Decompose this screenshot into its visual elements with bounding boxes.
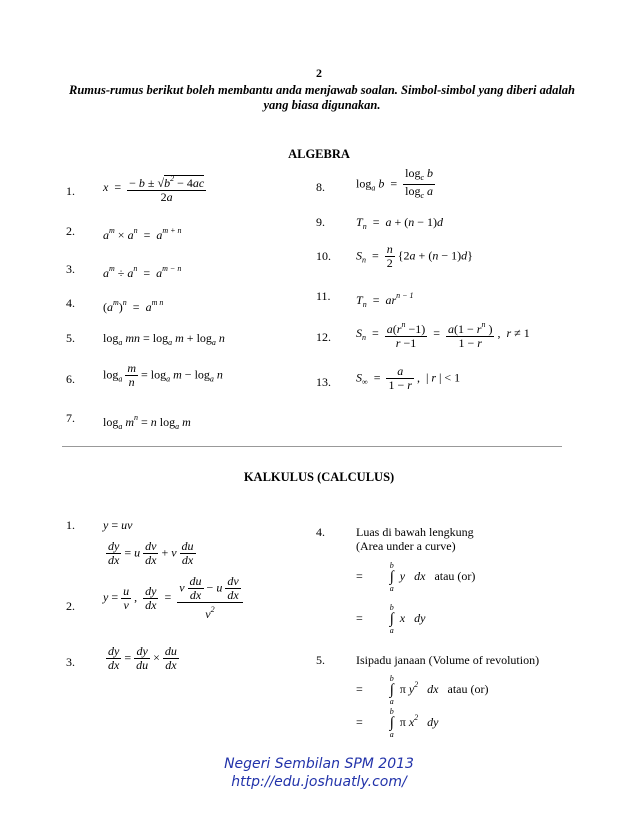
footer-source: Negeri Sembilan SPM 2013: [224, 756, 414, 772]
formula-number: 5.: [316, 653, 325, 667]
atau-text: atau (or): [434, 568, 476, 583]
formula-index-divide: $a^m \div a^n = a^{m - n}$: [103, 264, 182, 280]
formula-ap-sum: $S_n$ = $\frac{n}{2}$ {2a + (n − 1)d}: [356, 242, 473, 270]
intro-text: Rumus-rumus berikut boleh membantu anda menjawab soalan. Simbol-simbol yang diberi adalah yang biasa digunakan.: [69, 83, 575, 112]
formula-log-product: $\log_a$ mn = $\log_a m + \log_a n$: [103, 331, 225, 347]
formula-number: 5.: [66, 331, 75, 345]
formula-ap-term: $T_n = a + (n - 1)d$: [356, 215, 443, 231]
formula-log-power: $\log_a m^n = n$ $\log_a m$: [103, 413, 191, 431]
formula-number: 1.: [66, 518, 75, 532]
formula-index-power: $(a^m)^n = a^{m n}$: [103, 298, 164, 314]
formula-area-dx: = b ∫ a y dx atau (or): [356, 561, 476, 593]
page-number: 2: [316, 66, 322, 80]
formula-number: 2.: [66, 599, 75, 613]
formula-product-uv: y = uv: [103, 518, 133, 532]
formula-number: 13.: [316, 375, 331, 389]
formula-number: 3.: [66, 262, 75, 276]
formula-gp-infinity: $S_\infty$ = $\frac{a}{1 - r}$ , | r | < 1: [356, 364, 461, 392]
formula-area-dy: = b ∫ a x dy: [356, 603, 426, 635]
area-label-en: (Area under a curve): [356, 539, 456, 553]
formula-number: 9.: [316, 215, 325, 229]
section-divider: [62, 446, 562, 447]
formula-change-base: $\log_a b$ = $\frac{\log_c b}{\log_c a}$: [356, 166, 434, 200]
algebra-title: ALGEBRA: [288, 147, 350, 161]
formula-number: 2.: [66, 224, 75, 238]
calculus-title: KALKULUS (CALCULUS): [243, 470, 395, 484]
formula-product-rule: $\frac{dy}{dx}$ = u $\frac{dv}{dx}$ + v $\frac{du}{dx}$: [108, 539, 194, 567]
formula-gp-term: $T_n = ar^{n - 1}$: [356, 291, 414, 309]
formula-gp-sum: $S_n$ = $\frac{a(r^n -1)}{r -1}$ = $\frac{a(1 - r^n )}{1 - r}$ , r ≠ 1: [356, 320, 530, 350]
formula-number: 7.: [66, 411, 75, 425]
formula-log-quotient: $\log_a$ $\frac{m}{n}$ = $\log_a m - \log_a n$: [103, 361, 223, 389]
formula-number: 6.: [66, 372, 75, 386]
formula-number: 11.: [316, 289, 331, 303]
volume-label: Isipadu janaan (Volume of revolution): [356, 653, 540, 667]
atau-text: atau (or): [447, 681, 489, 696]
formula-number: 8.: [316, 180, 325, 194]
formula-number: 10.: [316, 249, 331, 263]
formula-index-multiply: $a^m \times a^n = a^{m + n}$: [103, 226, 182, 242]
formula-number: 4.: [316, 525, 325, 539]
formula-number: 12.: [316, 330, 331, 344]
formula-quotient-rule: y = $\frac{u}{v}$ , $\frac{dy}{dx}$ = v $\frac{du}{dx}$ − u $\frac{dv}{dx}$ $v^2$: [103, 575, 243, 621]
footer-url[interactable]: http://edu.joshuatly.com/: [231, 774, 407, 790]
formula-volume-dx: = b ∫ a π $y^2$ dx atau (or): [356, 674, 489, 706]
formula-chain-rule: $\frac{dy}{dx}$ = $\frac{dy}{du}$ × $\frac{du}{dx}$: [108, 644, 177, 672]
formula-number: 4.: [66, 296, 75, 310]
formula-quadratic: x = $\frac{- b \pm √b^2 - 4ac}{2a}$: [103, 174, 205, 204]
formula-number: 1.: [66, 184, 75, 198]
area-label-ms: Luas di bawah lengkung: [356, 525, 474, 539]
formula-volume-dy: = b ∫ a π $x^2$ dy: [356, 707, 439, 739]
formula-number: 3.: [66, 655, 75, 669]
